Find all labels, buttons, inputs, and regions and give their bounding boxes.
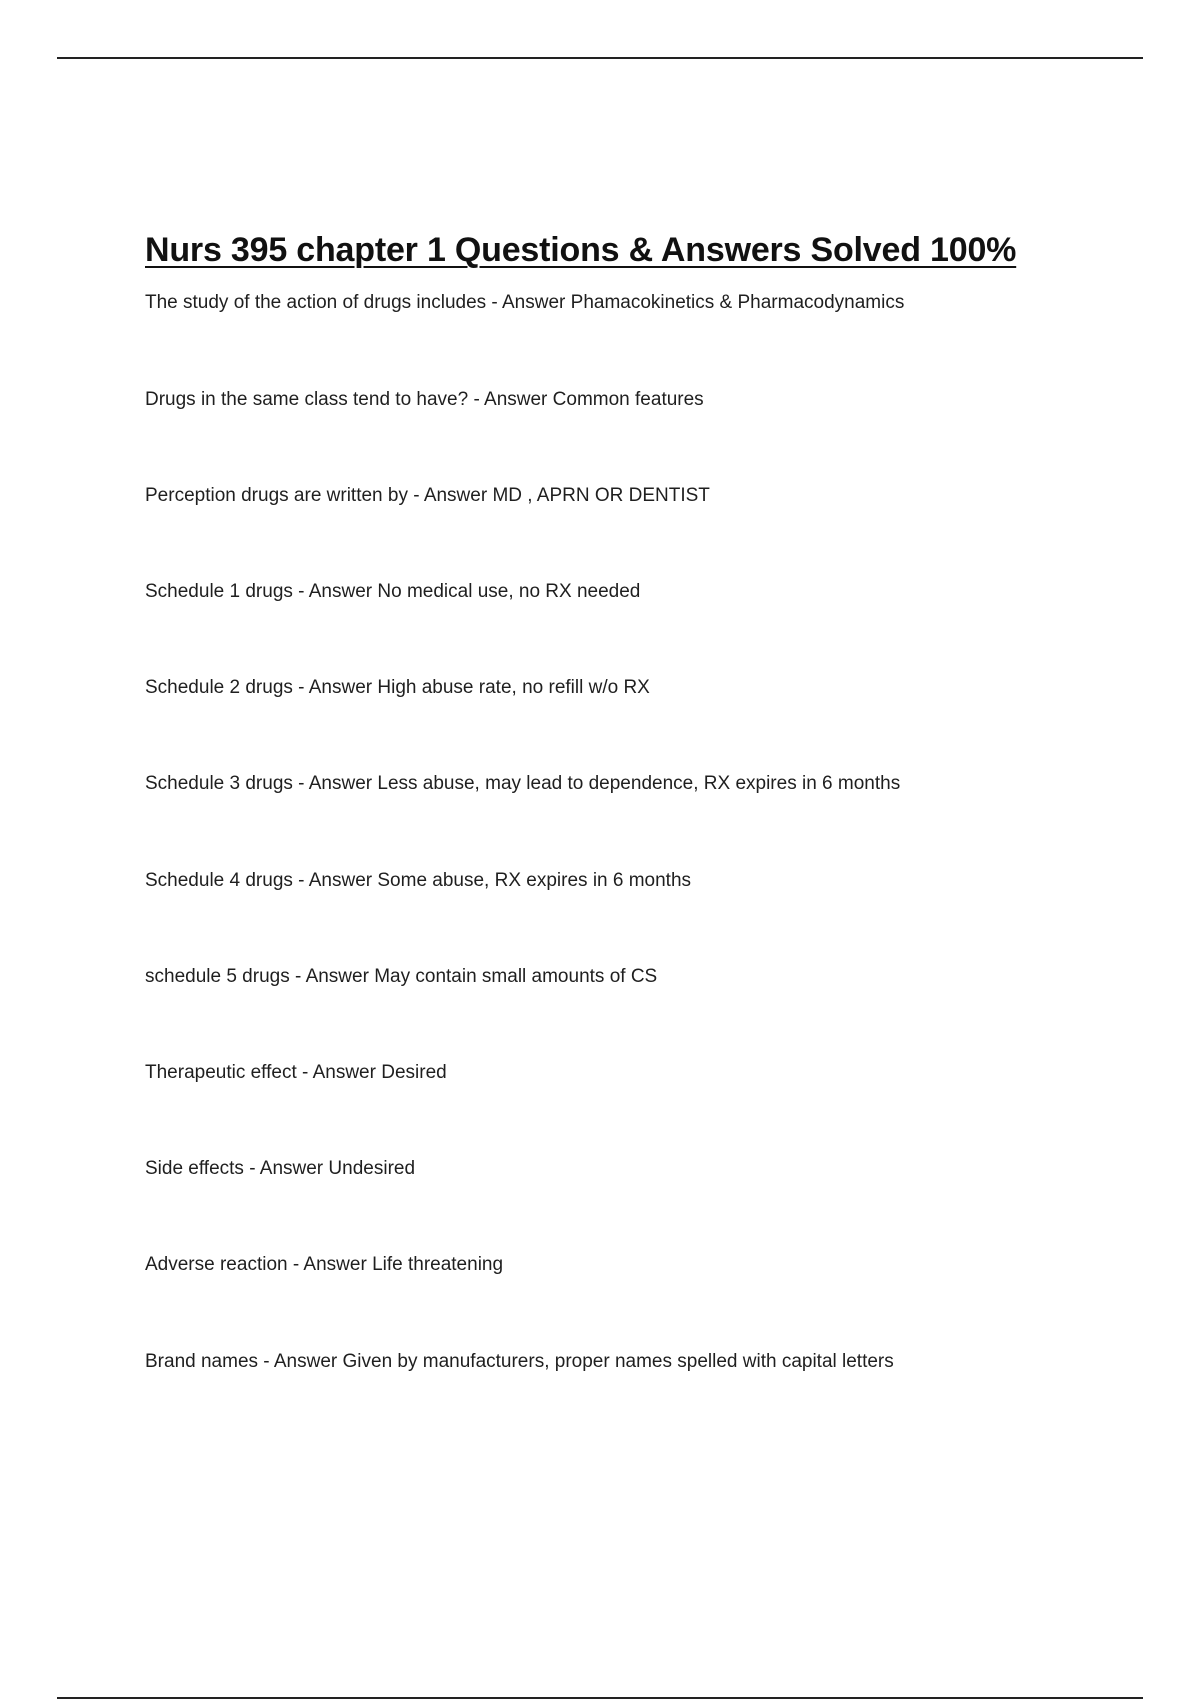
question-text: Schedule 3 drugs — [145, 773, 293, 794]
question-text: Schedule 2 drugs — [145, 677, 293, 698]
question-text: Schedule 1 drugs — [145, 581, 293, 602]
separator — [244, 1158, 260, 1179]
footer-rule — [57, 1697, 1143, 1699]
answer-text: Phamacokinetics & Pharmacodynamics — [570, 292, 905, 313]
question-text: Drugs in the same class tend to have? — [145, 389, 469, 410]
question-text: Brand names — [145, 1351, 259, 1372]
separator — [486, 292, 502, 313]
separator — [288, 1254, 304, 1275]
answer-prefix: Answer — [308, 581, 373, 602]
answer-prefix: Answer — [308, 870, 373, 891]
question-text: Side effects — [145, 1158, 244, 1179]
qa-item — [145, 1061, 447, 1085]
question-text: schedule 5 drugs — [145, 966, 290, 987]
header-rule — [57, 57, 1143, 59]
answer-text: Less abuse, may lead to dependence, RX expires in 6 months — [377, 773, 901, 794]
answer-prefix: Answer — [423, 485, 488, 506]
answer-prefix: Answer — [502, 292, 566, 313]
separator — [408, 485, 424, 506]
question-text: Schedule 4 drugs — [145, 870, 293, 891]
separator — [290, 966, 306, 987]
question-text: Therapeutic effect — [145, 1062, 297, 1083]
document-title: Nurs 395 chapter 1 Questions & Answers Solved 100% — [145, 231, 1017, 269]
answer-text: Undesired — [328, 1158, 416, 1179]
separator — [468, 389, 484, 410]
question-text: Adverse reaction — [145, 1254, 288, 1275]
separator — [293, 773, 309, 794]
answer-text: Common features — [552, 389, 704, 410]
qa-item — [145, 869, 691, 893]
qa-item — [145, 580, 640, 604]
answer-prefix: Answer — [273, 1351, 338, 1372]
answer-text: Desired — [381, 1062, 447, 1083]
question-text: Perception drugs are written by — [145, 485, 408, 506]
qa-item — [145, 484, 710, 508]
answer-prefix: Answer — [305, 966, 369, 987]
qa-item — [145, 1253, 503, 1277]
question-text: The study of the action of drugs includes — [145, 292, 487, 313]
separator — [293, 677, 309, 698]
answer-prefix: Answer — [484, 389, 548, 410]
answer-prefix: Answer — [312, 1062, 376, 1083]
separator — [297, 1062, 313, 1083]
answer-prefix: Answer — [303, 1254, 367, 1275]
qa-item — [145, 291, 904, 315]
qa-item — [145, 772, 900, 796]
qa-item — [145, 388, 704, 412]
answer-text: No medical use, no RX needed — [377, 581, 641, 602]
answer-text: Life threatening — [372, 1254, 504, 1275]
separator — [258, 1351, 274, 1372]
separator — [293, 870, 309, 891]
answer-prefix: Answer — [308, 773, 373, 794]
qa-item — [145, 1350, 894, 1374]
separator — [293, 581, 309, 602]
answer-text: High abuse rate, no refill w/o RX — [377, 677, 650, 698]
qa-item — [145, 676, 650, 700]
answer-text: MD , APRN OR DENTIST — [492, 485, 710, 506]
qa-item — [145, 1157, 415, 1181]
answer-prefix: Answer — [308, 677, 373, 698]
answer-text: Given by manufacturers, proper names spelled with capital letters — [342, 1351, 894, 1372]
qa-item — [145, 965, 657, 989]
answer-prefix: Answer — [259, 1158, 324, 1179]
answer-text: May contain small amounts of CS — [374, 966, 658, 987]
answer-text: Some abuse, RX expires in 6 months — [377, 870, 692, 891]
